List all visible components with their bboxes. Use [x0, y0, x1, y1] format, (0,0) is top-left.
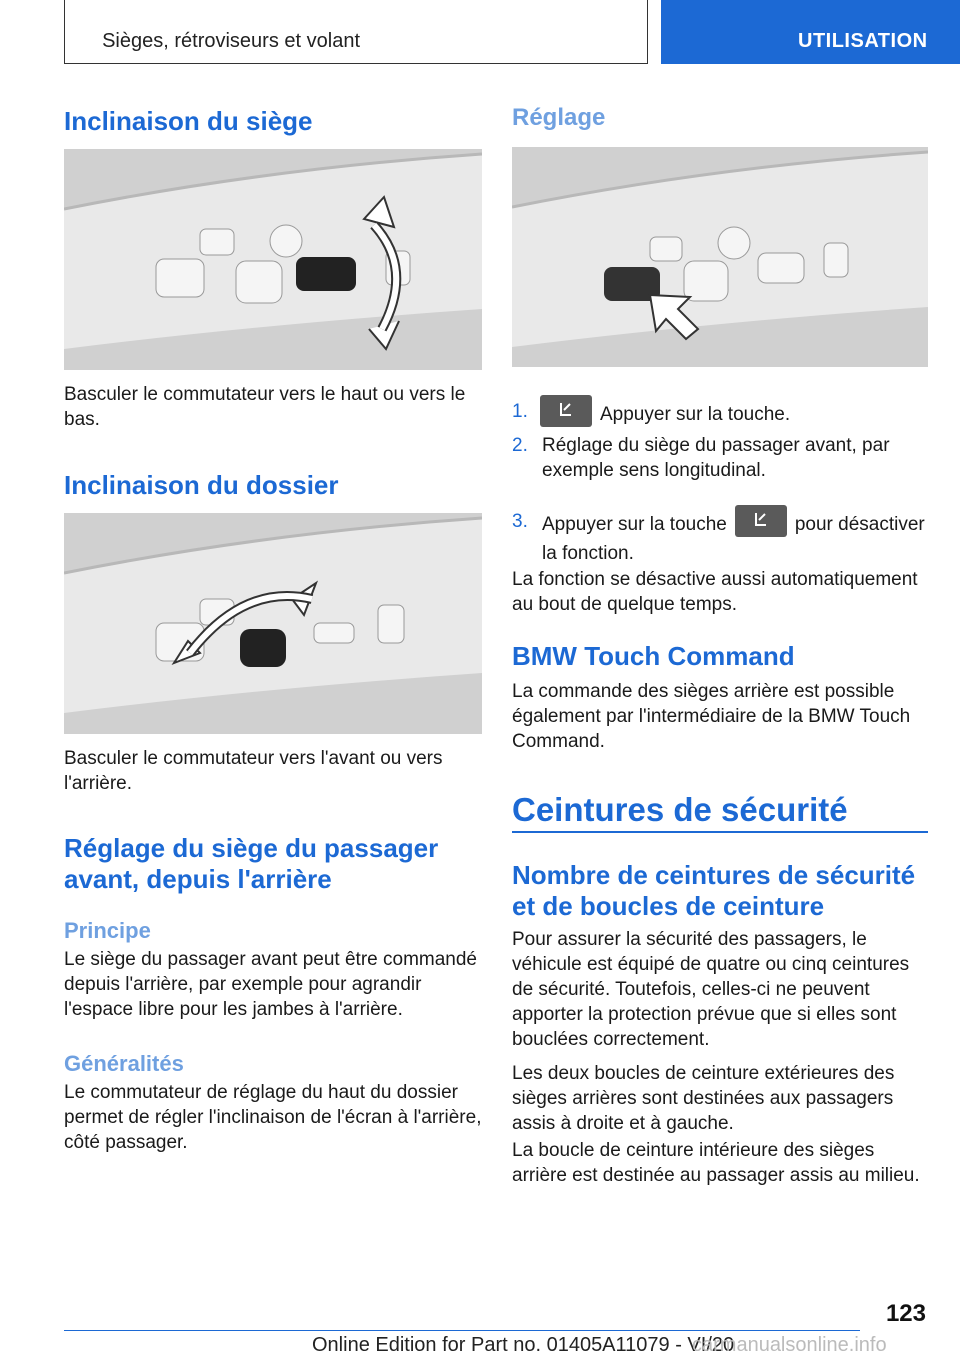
seat-switch-image-passenger-button — [512, 147, 928, 367]
text-nombre-1: Pour assurer la sécurité des passagers, le véhicule est équipé de quatre ou cinq ceintures de sécurité. Toutefois, celles-ci ne peuvent apporter la protection prévue que si elles sont bouclées correctement. — [512, 929, 910, 1050]
heading-inclinaison-siege: Inclinaison du siège — [64, 106, 313, 136]
step-text-after: pour désactiver la fonction. — [542, 514, 925, 564]
text-inclinaison-dossier: Basculer le commutateur vers l'avant ou vers l'arrière. — [64, 748, 443, 794]
tab-label: UTILISATION — [798, 30, 928, 52]
section-title: Sièges, rétroviseurs et volant — [102, 30, 360, 52]
heading-generalites: Généralités — [64, 1051, 184, 1076]
step-text: Réglage du siège du passager avant, par exemple sens longitudinal. — [542, 435, 890, 481]
passenger-seat-button-icon — [735, 505, 787, 537]
heading-reglage: Réglage — [512, 104, 606, 131]
page-number: 123 — [885, 1300, 926, 1327]
step-text-before: Appuyer sur la touche — [542, 514, 727, 536]
step-number: 2. — [512, 435, 528, 456]
seat-switch-image-tilt — [64, 149, 482, 370]
text-generalites: Le commutateur de réglage du haut du dossier permet de régler l'inclinaison de l'écran à l'arrière, côté passager. — [64, 1082, 482, 1153]
heading-ceintures: Ceintures de sécurité — [512, 791, 848, 828]
tab-utilisation[interactable] — [661, 0, 960, 64]
heading-reglage-passager: Réglage du siège du passager avant, depuis l'arrière — [64, 833, 439, 894]
step-number: 3. — [512, 511, 528, 532]
step-number: 1. — [512, 401, 528, 422]
heading-bmw-touch-command: BMW Touch Command — [512, 641, 795, 671]
seat-switch-image-backrest — [64, 513, 482, 734]
heading-inclinaison-dossier: Inclinaison du dossier — [64, 470, 339, 500]
edition-text: Online Edition for Part no. 01405A11079 - VI/20 — [312, 1334, 735, 1356]
passenger-seat-button-icon — [540, 395, 592, 427]
text-principe: Le siège du passager avant peut être commandé depuis l'arrière, par exemple pour agrandir l'espace libre pour les jambes à l'arrière. — [64, 949, 477, 1020]
text-nombre-3: La boucle de ceinture intérieure des sièges arrière est destinée au passager assis au milieu. — [512, 1140, 920, 1186]
section-rule — [512, 831, 928, 833]
text-auto-deactivate: La fonction se désactive aussi automatiquement au bout de quelque temps. — [512, 569, 918, 615]
text-inclinaison-siege: Basculer le commutateur vers le haut ou vers le bas. — [64, 384, 466, 430]
text-bmw-touch-command: La commande des sièges arrière est possible également par l'intermédiaire de la BMW Touch Command. — [512, 681, 911, 752]
heading-principe: Principe — [64, 918, 151, 943]
step-text: Appuyer sur la touche. — [600, 404, 791, 426]
footer-rule — [64, 1330, 860, 1331]
text-nombre-2: Les deux boucles de ceinture extérieures des sièges arrières sont destinées aux passagers assis à droite et à gauche. — [512, 1063, 895, 1134]
heading-nombre-ceintures: Nombre de ceintures de sécurité et de boucles de ceinture — [512, 860, 916, 921]
watermark: carmanualsonline.info — [692, 1334, 887, 1356]
